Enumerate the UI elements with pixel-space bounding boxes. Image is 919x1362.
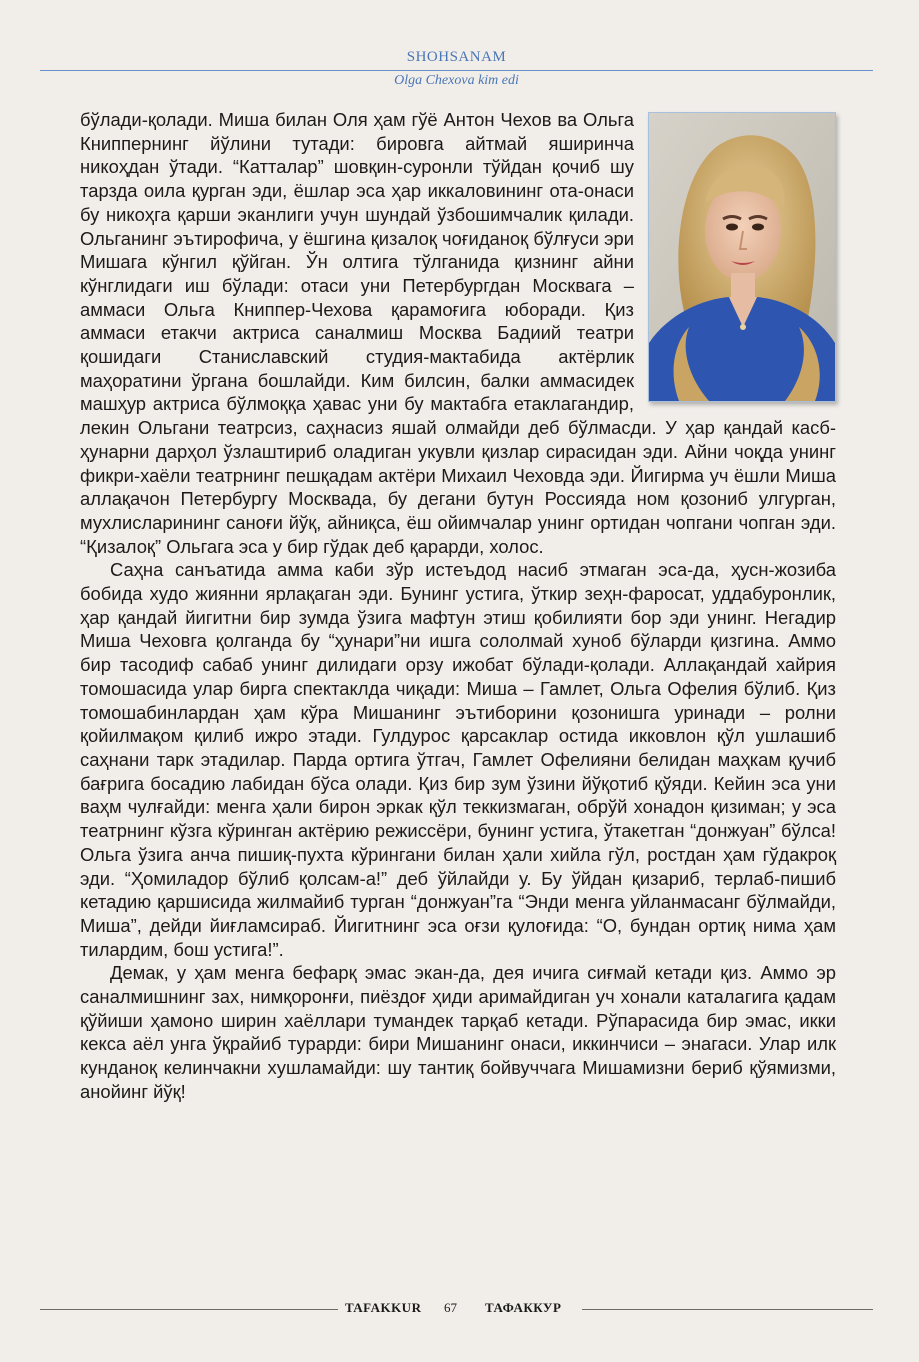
magazine-section-title: SHOHSANAM	[406, 49, 507, 65]
page-footer	[40, 1299, 873, 1319]
portrait-photo	[648, 112, 836, 402]
page-number: 67	[444, 1300, 457, 1315]
footer-rule-left	[40, 1309, 338, 1310]
paragraph-3: Демак, у ҳам менга бефарқ эмас экан-да, дея ичига сиғмай кетади қиз. Аммо эр саналмишнинг зах, нимқоронғи, пиёздоғ ҳиди аримайдиган уч хонали каталагига қадам қўйиши ҳамоно ширин хаёллари тумандек тарқаб кетади. Рўпарасида бир эмас, икки кекса аёл унга ўқрайиб турарди: бири Мишанинг онаси, иккинчиси – энагаси. Улар илк кунданоқ келинчакни хушламайди: шу тантиқ бойвуччага Мишамизни бериб қўямизми, анойинг йўқ!	[80, 962, 836, 1102]
running-header	[40, 48, 873, 89]
paragraph-1: бўлади-қолади. Миша билан Оля ҳам гўё Антон Чехов ва Ольга Книппернинг йўлини тутади: бировга айтмай яширинча никоҳдан ўтади. “Катталар” шовқин-суронли тўйдан қочиб шу тарзда оила қурган эди, ёшлар эса ҳар иккаловининг ота-онаси бу никоҳга қарши эканлиги учун шундай ўзбошимчалик қилади. Ольганинг эътирофича, у ёшгина қизалоқ чоғиданоқ бўлғуси эри Мишага кўнгил қўйган. Ўн олтига тўлганида қизнинг айни кўнглидаги иш бўлади: отаси уни Петербургдан Москвага – аммаси Ольга Книппер-Чехова қарамоғига юборади. Қиз аммаси етакчи актриса саналмиш Москва Бадиий театри қошидаги Станиславский студия-мактабида актёрлик маҳоратини ўргана бошлайди. Ким билсин, балки аммасидек машҳур актриса бўлмоққа ҳавас уни бу мактабга етаклагандир, лекин Ольгани театрсиз, саҳнасиз яшай олмайди деб бўлмасди. У ҳар қандай касб-ҳунарни дарҳол ўзлаштириб оладиган укувли қизлар сирасидан эди. Айни чоқда унинг фикри-хаёли театрнинг пешқадам актёри Михаил Чеховда эди. Йигирма уч ёшли Миша аллақачон Петербургу Москвада, бу дегани бутун Россияда ном қозониб улгурган, мухлисларининг саноғи йўқ, айниқса, ёш ойимчалар унинг ортидан чопгани чопган эди. “Қизалоқ” Ольгага эса у бир гўдак деб қарарди, холос.	[80, 109, 836, 557]
footer-rule-right	[582, 1309, 873, 1310]
article-title: Olga Chexova kim edi	[394, 73, 519, 88]
header-divider	[40, 70, 873, 71]
paragraph-2: Саҳна санъатида амма каби зўр истеъдод насиб этмаган эса-да, ҳусн-жозиба бобида худо жиянни ярлақаган эди. Бунинг устига, ўткир зеҳн-фаросат, уддабуронлик, ҳар қандай йигитни бир зумда ўзига мафтун этиш қобилияти бор эди унинг. Негадир Миша Чеховга қолганда бу “ҳунари”ни ишга сололмай хуноб бўларди қизгина. Аммо бир тасодиф сабаб унинг дилидаги орзу ижобат бўлади-қолади. Аллақандай хайрия томошасида улар бирга спектаклда чиқади: Миша – Гамлет, Ольга Офелия бўлиб. Қиз томошабинлардан ҳам кўра Мишанинг эътиборини қозонишга уринади – ролни қойилмақом қилиб ижро этади. Гулдурос қарсаклар остида икковлон қўл ушлашиб саҳнани тарк этадилар. Парда ортига ўтгач, Гамлет Офелияни белидан маҳкам қучиб бағрига босадию лабидан бўса олади. Қиз бир зум ўзини йўқотиб қўяди. Кейин эса уни ваҳм чулғайди: менга ҳали бирон эркак қўл теккизмаган, обрўй хонадон қизиман; у эса театрнинг кўзга кўринган актёрию режиссёри, бунинг устига, ўтакетган “донжуан” бўлса! Ольга ўзига анча пишиқ-пухта кўрингани билан ҳали хийла гўл, ростдан ҳам гўдакроқ эди. “Ҳомиладор бўлиб қолсам-а!” деб ўйлайди у. Бу ўйдан қизариб, терлаб-пишиб кетадию қаршисида жилмайиб турган “донжуан”га “Энди менга уйланмасанг бўлмайди, Миша”, дейди йиғламсираб. Йигитнинг эса оғзи қулоғида: “О, бундан ортиқ нима ҳам тилардим, бош устига!”.	[80, 559, 836, 960]
footer-magazine-latin: TAFAKKUR	[345, 1300, 422, 1315]
footer-magazine-cyrillic: ТАФАККУР	[485, 1300, 562, 1315]
article-body	[80, 108, 836, 1104]
